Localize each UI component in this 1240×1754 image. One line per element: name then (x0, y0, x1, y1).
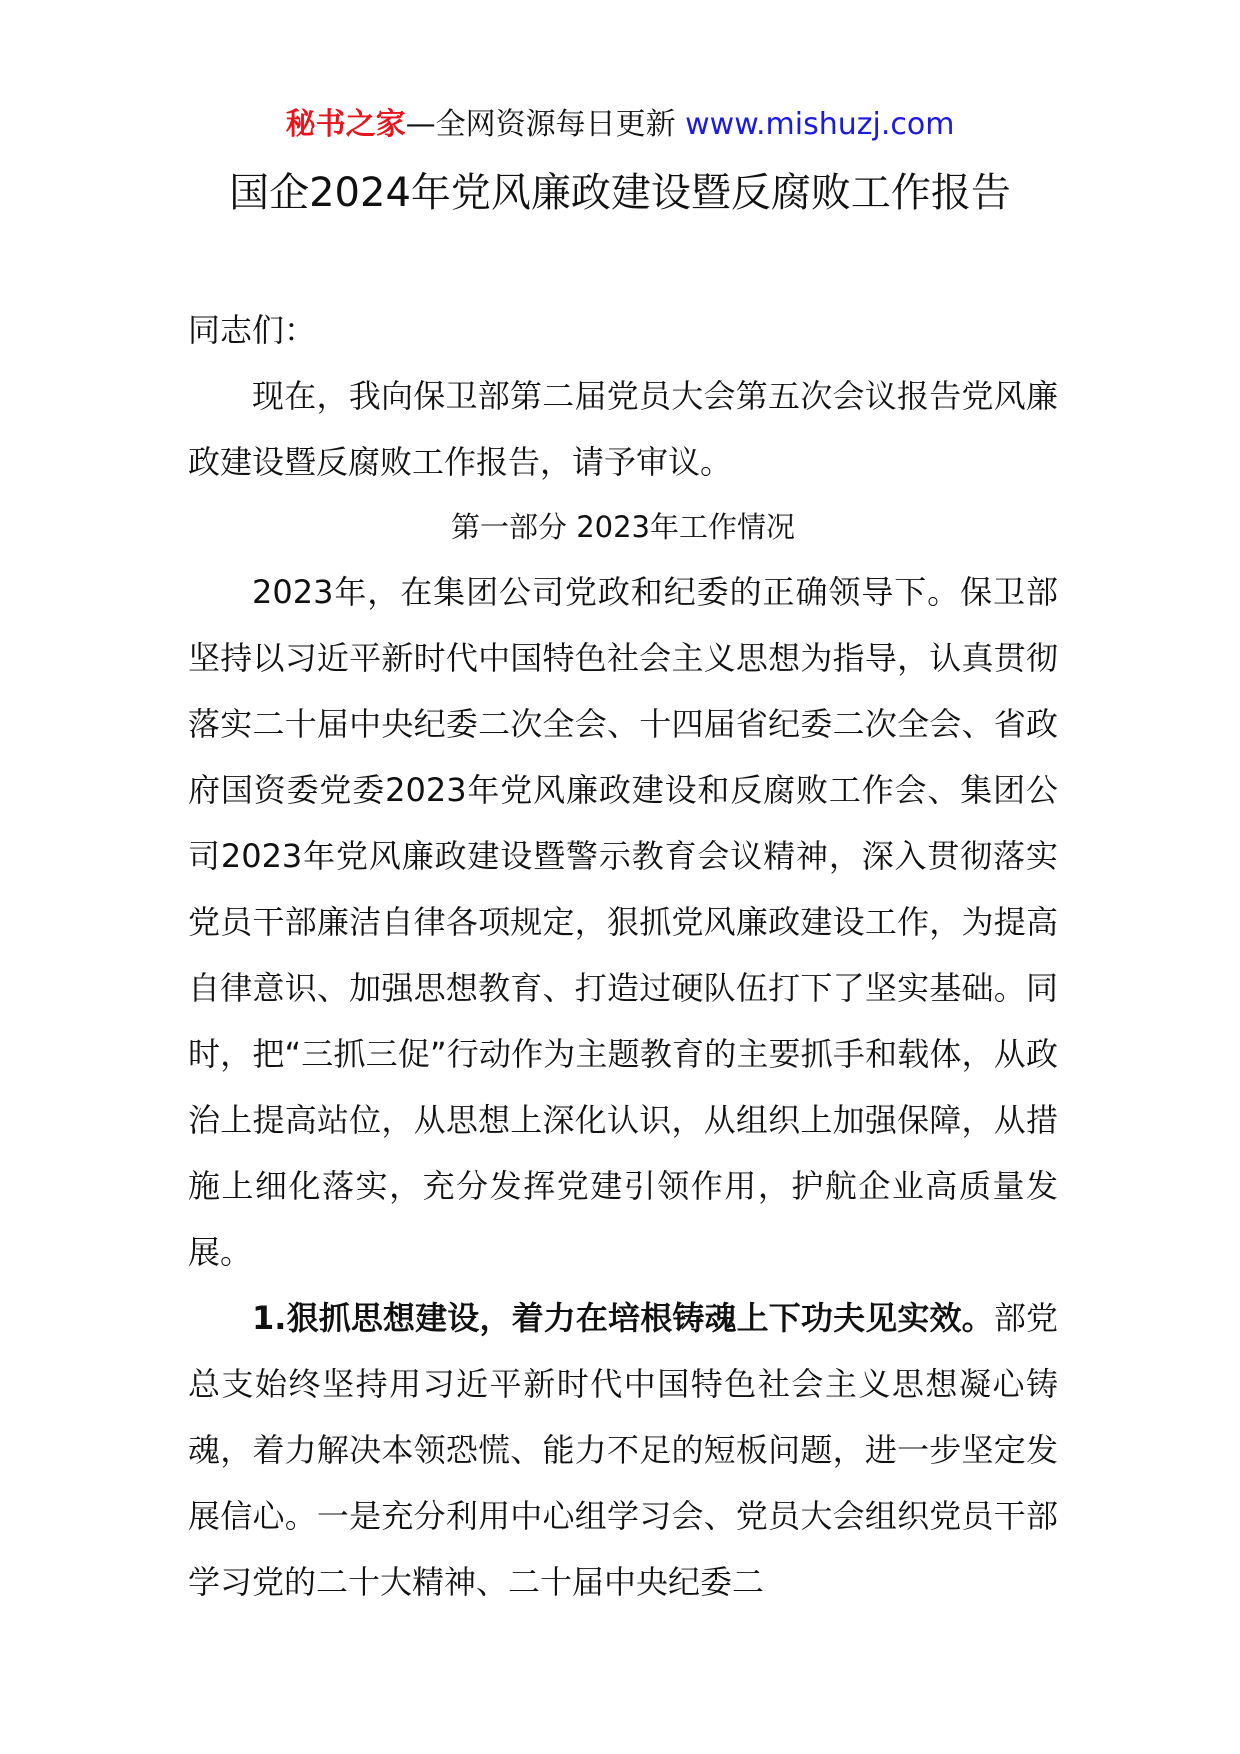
site-url-link[interactable]: www.mishuzj.com (685, 107, 955, 142)
site-tagline: —全网资源每日更新 (405, 107, 676, 142)
item-1-heading: 1.狠抓思想建设，着力在培根铸魂上下功夫见实效。 (252, 1299, 994, 1337)
salutation: 同志们： (188, 311, 317, 349)
intro-paragraph: 现在，我向保卫部第二届党员大会第五次会议报告党风廉政建设暨反腐败工作报告，请予审议。 (188, 377, 1058, 481)
paragraph-1: 2023年，在集团公司党政和纪委的正确领导下。保卫部坚持以习近平新时代中国特色社会主义思想为指导，认真贯彻落实二十届中央纪委二次全会、十四届省纪委二次全会、省政府国资委党委2023年党风廉政建设和反腐败工作会、集团公司2023年党风廉政建设暨警示教育会议精神，深入贯彻落实党员干部廉洁自律各项规定，狠抓党风廉政建设工作，为提高自律意识、加强思想教育、打造过硬队伍打下了坚实基础。同时，把“三抓三促”行动作为主题教育的主要抓手和载体，从政治上提高站位，从思想上深化认识，从组织上加强保障，从措施上细化落实，充分发挥党建引领作用，护航企业高质量发展。 (188, 573, 1058, 1271)
document-title: 国企2024年党风廉政建设暨反腐败工作报告 (229, 170, 1011, 216)
site-header (0, 100, 1240, 150)
document-body (188, 297, 1058, 1615)
item-1-body: 部党总支始终坚持用习近平新时代中国特色社会主义思想凝心铸魂，着力解决本领恐慌、能力不足的短板问题，进一步坚定发展信心。一是充分利用中心组学习会、党员大会组织党员干部学习党的二十大精神、二十届中央纪委二 (188, 1299, 1058, 1601)
site-brand: 秘书之家 (285, 107, 406, 142)
item-1-paragraph (188, 1285, 1058, 1615)
section-heading: 第一部分 2023年工作情况 (450, 510, 796, 544)
